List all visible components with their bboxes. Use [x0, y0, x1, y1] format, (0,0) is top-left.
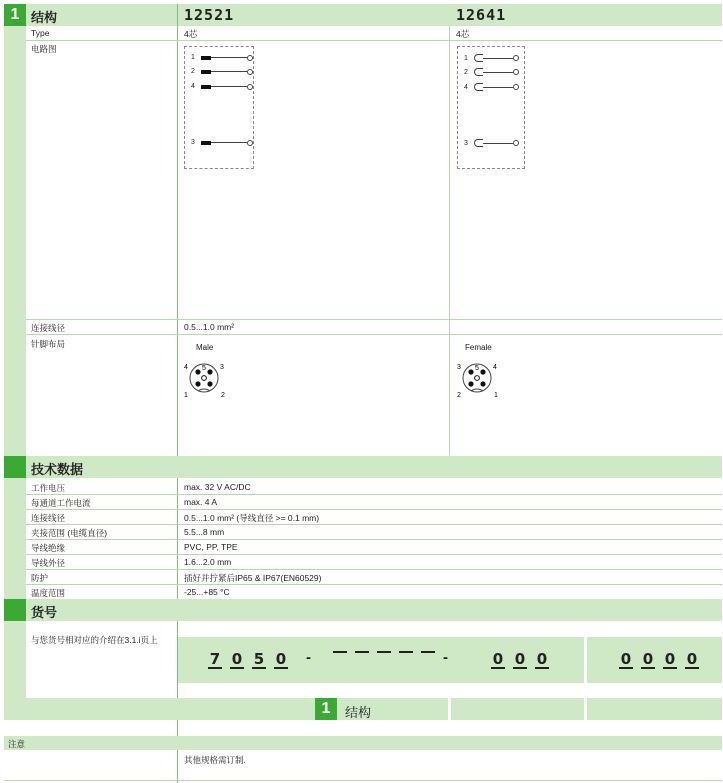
code-digit: 0: [514, 650, 526, 668]
pin-label: 2: [457, 392, 461, 399]
order-code-group-3: [491, 651, 549, 669]
tech-row-divider: [26, 494, 722, 495]
tech-row-value: 5.5...8 mm: [184, 527, 225, 537]
tech-row-label: 防护: [31, 573, 49, 583]
pinout-label: 针脚布局: [31, 339, 66, 349]
order-title: 货号: [31, 605, 58, 620]
male-contact-icon: [201, 70, 211, 74]
code-blank[interactable]: [377, 651, 391, 653]
order-code-dash-2: -: [443, 649, 448, 666]
pin-number: 4: [464, 83, 468, 91]
tech-row-label: 每通道工作电流: [31, 498, 91, 508]
tech-row-label: 夹接范围 (电缆直径): [31, 528, 108, 538]
notes-bar: [4, 736, 722, 750]
divider: [26, 334, 722, 335]
wire-line: [483, 87, 513, 88]
code-digit: 0: [664, 650, 676, 668]
type-label: Type: [31, 28, 50, 38]
wire-line: [483, 143, 513, 144]
order-note: 与您货号相对应的介绍在3.1.i页上: [31, 635, 158, 645]
tech-row-divider: [26, 524, 722, 525]
order-code-sep: [584, 637, 587, 683]
code-digit: 0: [231, 650, 243, 668]
tech-row-value: max. 4 A: [184, 497, 218, 507]
tech-row-value: PVC, PP, TPE: [184, 542, 238, 552]
terminal-icon: [513, 140, 519, 146]
tech-row-label: 导线绝缘: [31, 543, 66, 553]
male-circuit-diagram: [184, 46, 254, 169]
male-contact-icon: [201, 141, 211, 145]
type-value-12641: 4芯: [456, 29, 470, 39]
wire-gauge-label: 连接线径: [31, 323, 66, 333]
order-code-group-4: [619, 651, 699, 669]
code-digit: 0: [620, 650, 632, 668]
divider: [4, 780, 722, 781]
order-header-bar: [4, 599, 722, 621]
product-12641: 12641: [456, 6, 507, 24]
pin-number: 2: [464, 68, 468, 76]
divider: [26, 319, 722, 320]
terminal-icon: [247, 84, 253, 90]
tech-row-divider: [26, 554, 722, 555]
type-value-12521: 4芯: [184, 29, 198, 39]
pin-label: 1: [494, 392, 498, 399]
code-digit: 0: [492, 650, 504, 668]
male-label: Male: [196, 343, 214, 352]
female-contact-icon: [474, 83, 483, 91]
wire-line: [483, 58, 513, 59]
tech-row-label: 温度范围: [31, 588, 66, 598]
tech-header-bar: [4, 456, 722, 478]
pin-number: 3: [464, 139, 468, 147]
code-blank[interactable]: [333, 651, 347, 653]
tech-row-divider: [26, 569, 722, 570]
pin-number: 3: [191, 139, 195, 146]
code-digit: 5: [253, 650, 265, 668]
female-contact-icon: [474, 54, 483, 62]
code-digit: 0: [275, 650, 287, 668]
wire-line: [211, 71, 247, 72]
tech-row-value: 插好并拧紧后IP65 & IP67(EN60529): [184, 573, 322, 583]
pin-number: 2: [191, 68, 195, 75]
divider: [448, 698, 451, 720]
notes-text: 其他规格需订制.: [184, 755, 246, 765]
tech-row-value: 1.6...2.0 mm: [184, 557, 232, 567]
code-blank[interactable]: [399, 651, 413, 653]
footer-structure-label: 结构: [345, 705, 372, 720]
male-contact-icon: [201, 85, 211, 89]
pin-label: 1: [184, 392, 188, 399]
pin-label: 4: [493, 364, 497, 371]
female-pinout-icon: [455, 358, 503, 400]
female-contact-icon: [474, 139, 483, 147]
female-contact-icon: [474, 68, 483, 76]
pin-label: 3: [220, 364, 224, 371]
code-digit: 0: [686, 650, 698, 668]
code-digit: 0: [536, 650, 548, 668]
wire-gauge-value: 0.5...1.0 mm²: [184, 322, 235, 332]
terminal-icon: [247, 69, 253, 75]
terminal-icon: [247, 55, 253, 61]
terminal-icon: [513, 69, 519, 75]
pin-label: 5: [475, 365, 479, 372]
tech-row-value: -25...+85 °C: [184, 587, 230, 597]
circuit-label: 电路图: [31, 44, 57, 54]
tech-row-divider: [26, 509, 722, 510]
tech-row-value: 0.5...1.0 mm² (导线直径 >= 0.1 mm): [184, 513, 320, 523]
product-12521: 12521: [184, 6, 235, 24]
pin-label: 4: [184, 364, 188, 371]
terminal-icon: [513, 84, 519, 90]
male-contact-icon: [201, 56, 211, 60]
order-badge: [4, 599, 26, 621]
tech-badge: [4, 456, 26, 478]
code-blank[interactable]: [421, 651, 435, 653]
order-code-dash-1: -: [306, 649, 311, 666]
terminal-icon: [247, 140, 253, 146]
pin-label: 2: [221, 392, 225, 399]
divider: [584, 698, 587, 720]
code-digit: 7: [209, 650, 221, 668]
code-digit: 0: [642, 650, 654, 668]
female-label: Female: [465, 343, 492, 352]
tech-row-value: max. 32 V AC/DC: [184, 482, 251, 492]
wire-line: [211, 142, 247, 143]
pin-number: 1: [464, 54, 468, 62]
tech-title: 技术数据: [31, 462, 84, 477]
divider: [26, 40, 722, 41]
col-divider-product: [449, 26, 450, 455]
footer-structure-badge: 1: [315, 698, 337, 720]
structure-title: 结构: [31, 10, 58, 25]
order-code-group-2[interactable]: [333, 651, 435, 653]
tech-row-label: 工作电压: [31, 483, 66, 493]
pin-number: 1: [191, 54, 195, 61]
wire-line: [211, 57, 247, 58]
tech-row-divider: [26, 539, 722, 540]
structure-badge: 1: [4, 4, 26, 26]
pin-number: 4: [191, 83, 195, 90]
order-code-group-1: [208, 651, 288, 669]
tech-row-label: 连接线径: [31, 513, 66, 523]
wire-line: [483, 72, 513, 73]
notes-label: 注意: [8, 739, 26, 749]
tech-row-label: 导线外径: [31, 558, 66, 568]
tech-row-divider: [26, 584, 722, 585]
pin-label: 3: [457, 364, 461, 371]
structure-header-bar: [4, 4, 722, 26]
female-circuit-diagram: [457, 46, 525, 169]
wire-line: [211, 86, 247, 87]
terminal-icon: [513, 55, 519, 61]
male-pinout-icon: [182, 358, 230, 400]
pin-label: 5: [202, 365, 206, 372]
code-blank[interactable]: [355, 651, 369, 653]
left-spine: [4, 4, 26, 700]
